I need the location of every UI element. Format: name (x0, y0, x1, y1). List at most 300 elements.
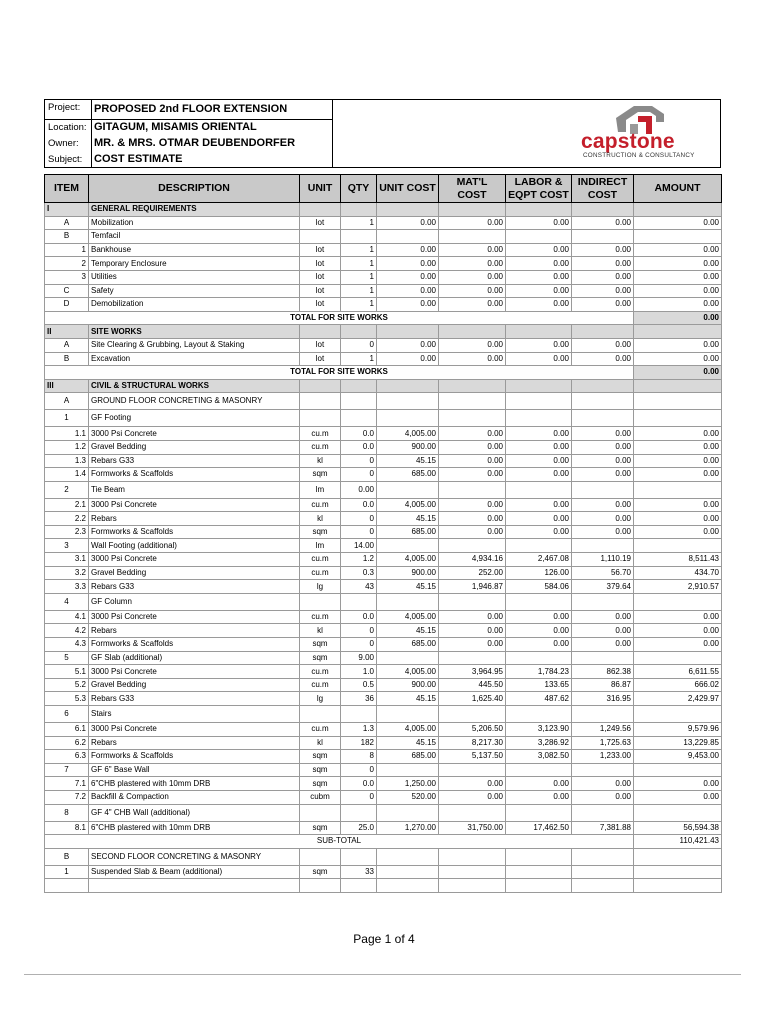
empty-cell (439, 379, 506, 393)
item-matl-cost: 5,206.50 (439, 723, 506, 737)
item-indirect-cost (572, 804, 634, 821)
item-qty: 0.0 (341, 610, 377, 624)
item-description: GF Column (89, 593, 300, 610)
table-row (45, 440, 722, 454)
item-unit-cost: 4,005.00 (377, 610, 439, 624)
item-amount: 0.00 (634, 298, 722, 312)
item-amount: 0.00 (634, 284, 722, 298)
item-labor-cost (506, 481, 572, 498)
section-title: CIVIL & STRUCTURAL WORKS (89, 379, 300, 393)
item-amount (634, 848, 722, 865)
item-indirect-cost: 0.00 (572, 525, 634, 539)
item-number: 6.2 (45, 736, 89, 750)
item-indirect-cost (572, 706, 634, 723)
logo-name: capstone (581, 130, 675, 153)
item-amount: 0.00 (634, 270, 722, 284)
item-unit: lot (300, 270, 341, 284)
item-unit-cost (377, 393, 439, 410)
item-indirect-cost: 862.38 (572, 665, 634, 679)
item-unit: lg (300, 580, 341, 594)
table-row (45, 298, 722, 312)
item-unit: cu.m (300, 610, 341, 624)
item-description: Safety (89, 284, 300, 298)
item-unit-cost: 685.00 (377, 638, 439, 652)
table-row (45, 593, 722, 610)
item-labor-cost: 3,286.92 (506, 736, 572, 750)
item-labor-cost: 0.00 (506, 468, 572, 482)
item-unit (300, 410, 341, 427)
item-amount: 0.00 (634, 790, 722, 804)
item-matl-cost (439, 651, 506, 665)
table-row (45, 481, 722, 498)
item-indirect-cost: 379.64 (572, 580, 634, 594)
item-amount: 13,229.85 (634, 736, 722, 750)
item-matl-cost: 0.00 (439, 352, 506, 366)
item-matl-cost: 0.00 (439, 512, 506, 526)
item-description: 3000 Psi Concrete (89, 665, 300, 679)
item-matl-cost: 0.00 (439, 525, 506, 539)
empty-cell (506, 203, 572, 217)
item-number: 6.1 (45, 723, 89, 737)
item-indirect-cost: 316.95 (572, 692, 634, 706)
item-unit: sqm (300, 468, 341, 482)
item-qty: 0 (341, 790, 377, 804)
item-qty (341, 393, 377, 410)
item-unit-cost: 4,005.00 (377, 427, 439, 441)
item-indirect-cost: 0.00 (572, 512, 634, 526)
item-unit-cost: 45.15 (377, 692, 439, 706)
item-description: Rebars G33 (89, 692, 300, 706)
item-labor-cost (506, 706, 572, 723)
item-matl-cost (439, 763, 506, 777)
item-qty: 0 (341, 624, 377, 638)
item-description: Bankhouse (89, 243, 300, 257)
empty-cell (634, 325, 722, 339)
item-number: 4.1 (45, 610, 89, 624)
item-unit-cost (377, 230, 439, 244)
item-qty: 0.0 (341, 427, 377, 441)
item-unit-cost: 45.15 (377, 454, 439, 468)
item-labor-cost: 0.00 (506, 216, 572, 230)
empty-cell (572, 325, 634, 339)
item-unit (300, 848, 341, 865)
item-matl-cost: 0.00 (439, 338, 506, 352)
item-description: Wall Footing (additional) (89, 539, 300, 553)
item-matl-cost (439, 848, 506, 865)
item-number: 1.2 (45, 440, 89, 454)
item-unit-cost: 0.00 (377, 257, 439, 271)
table-row (45, 651, 722, 665)
location-value: GITAGUM, MISAMIS ORIENTAL (91, 119, 257, 135)
item-unit-cost: 45.15 (377, 736, 439, 750)
item-number: 5.3 (45, 692, 89, 706)
item-unit: sqm (300, 763, 341, 777)
item-number: 3 (45, 270, 89, 284)
item-number: 7.2 (45, 790, 89, 804)
col-amount: AMOUNT (634, 175, 722, 203)
item-amount (634, 763, 722, 777)
empty-cell (506, 379, 572, 393)
item-description: GF 6" Base Wall (89, 763, 300, 777)
item-amount: 0.00 (634, 454, 722, 468)
item-description: 6"CHB plastered with 10mm DRB (89, 821, 300, 835)
item-amount: 56,594.38 (634, 821, 722, 835)
section-title: GENERAL REQUIREMENTS (89, 203, 300, 217)
item-labor-cost: 3,123.90 (506, 723, 572, 737)
item-amount (634, 865, 722, 879)
section-row (45, 379, 722, 393)
item-number: 2.1 (45, 498, 89, 512)
item-amount: 0.00 (634, 257, 722, 271)
item-matl-cost: 8,217.30 (439, 736, 506, 750)
item-unit (300, 230, 341, 244)
item-unit-cost (377, 481, 439, 498)
item-labor-cost: 0.00 (506, 454, 572, 468)
table-row (45, 821, 722, 835)
item-unit: cu.m (300, 665, 341, 679)
location-label: Location: (48, 122, 87, 133)
item-indirect-cost: 0.00 (572, 427, 634, 441)
item-number: 5 (45, 651, 89, 665)
item-amount: 0.00 (634, 352, 722, 366)
empty-cell (439, 879, 506, 893)
item-amount: 0.00 (634, 498, 722, 512)
item-labor-cost: 584.06 (506, 580, 572, 594)
item-unit (300, 593, 341, 610)
item-amount (634, 706, 722, 723)
project-info-box (44, 99, 333, 168)
item-unit-cost: 4,005.00 (377, 553, 439, 567)
table-row (45, 638, 722, 652)
item-number: 7 (45, 763, 89, 777)
item-indirect-cost: 0.00 (572, 216, 634, 230)
item-qty: 1 (341, 284, 377, 298)
item-amount: 0.00 (634, 468, 722, 482)
item-qty: 25.0 (341, 821, 377, 835)
item-matl-cost: 0.00 (439, 790, 506, 804)
section-title: SITE WORKS (89, 325, 300, 339)
item-indirect-cost: 56.70 (572, 566, 634, 580)
item-qty: 1 (341, 352, 377, 366)
item-matl-cost (439, 230, 506, 244)
item-description: Demobilization (89, 298, 300, 312)
empty-cell (377, 879, 439, 893)
item-unit-cost (377, 763, 439, 777)
item-matl-cost: 0.00 (439, 216, 506, 230)
item-description: Gravel Bedding (89, 678, 300, 692)
item-description: 3000 Psi Concrete (89, 553, 300, 567)
table-header-row (45, 175, 722, 203)
item-indirect-cost: 0.00 (572, 243, 634, 257)
item-description: Rebars (89, 736, 300, 750)
item-qty: 0 (341, 468, 377, 482)
item-labor-cost: 0.00 (506, 777, 572, 791)
item-unit: lot (300, 338, 341, 352)
item-matl-cost: 0.00 (439, 257, 506, 271)
item-number: B (45, 230, 89, 244)
item-qty (341, 230, 377, 244)
section-row (45, 203, 722, 217)
item-qty: 0 (341, 763, 377, 777)
item-qty (341, 848, 377, 865)
item-description: GF 4" CHB Wall (additional) (89, 804, 300, 821)
table-row (45, 610, 722, 624)
item-indirect-cost (572, 481, 634, 498)
item-qty: 1 (341, 243, 377, 257)
item-matl-cost (439, 706, 506, 723)
item-description: Gravel Bedding (89, 440, 300, 454)
item-number: 2.3 (45, 525, 89, 539)
item-indirect-cost: 86.87 (572, 678, 634, 692)
project-row (45, 100, 332, 120)
item-unit: lm (300, 539, 341, 553)
table-row (45, 512, 722, 526)
item-unit-cost: 685.00 (377, 750, 439, 764)
item-number: 3.1 (45, 553, 89, 567)
table-row (45, 270, 722, 284)
item-amount: 2,429.97 (634, 692, 722, 706)
item-unit-cost: 685.00 (377, 525, 439, 539)
item-unit-cost (377, 651, 439, 665)
item-labor-cost: 0.00 (506, 243, 572, 257)
item-indirect-cost: 0.00 (572, 468, 634, 482)
item-unit: kl (300, 624, 341, 638)
item-amount: 0.00 (634, 243, 722, 257)
empty-cell (341, 203, 377, 217)
col-labor-eqpt-cost: LABOR & EQPT COST (506, 175, 572, 203)
item-qty: 0 (341, 338, 377, 352)
item-qty: 8 (341, 750, 377, 764)
item-description: 3000 Psi Concrete (89, 498, 300, 512)
empty-cell (300, 379, 341, 393)
item-qty: 1 (341, 298, 377, 312)
item-indirect-cost: 0.00 (572, 352, 634, 366)
item-amount: 666.02 (634, 678, 722, 692)
item-indirect-cost (572, 593, 634, 610)
item-unit-cost: 900.00 (377, 440, 439, 454)
item-matl-cost: 0.00 (439, 440, 506, 454)
table-row (45, 566, 722, 580)
item-indirect-cost (572, 410, 634, 427)
item-number: A (45, 393, 89, 410)
total-row (45, 366, 722, 380)
item-matl-cost: 0.00 (439, 610, 506, 624)
subject-value: COST ESTIMATE (91, 151, 182, 168)
item-matl-cost (439, 410, 506, 427)
location-row (45, 119, 332, 135)
item-qty: 182 (341, 736, 377, 750)
item-amount (634, 651, 722, 665)
empty-cell (300, 203, 341, 217)
item-number: 6 (45, 706, 89, 723)
item-description: SECOND FLOOR CONCRETING & MASONRY (89, 848, 300, 865)
item-matl-cost: 0.00 (439, 298, 506, 312)
item-description: GF Slab (additional) (89, 651, 300, 665)
item-unit-cost: 900.00 (377, 678, 439, 692)
item-matl-cost: 0.00 (439, 468, 506, 482)
total-label: TOTAL FOR SITE WORKS (45, 311, 634, 325)
item-qty (341, 410, 377, 427)
item-labor-cost (506, 865, 572, 879)
item-unit: sqm (300, 638, 341, 652)
item-qty: 33 (341, 865, 377, 879)
item-labor-cost: 0.00 (506, 440, 572, 454)
table-row (45, 284, 722, 298)
item-number: 2 (45, 481, 89, 498)
table-row (45, 804, 722, 821)
empty-cell (300, 879, 341, 893)
item-number: 2.2 (45, 512, 89, 526)
item-qty (341, 804, 377, 821)
subtotal-amount: 110,421.43 (634, 835, 722, 849)
owner-value: MR. & MRS. OTMAR DEUBENDORFER (91, 135, 295, 151)
item-amount: 2,910.57 (634, 580, 722, 594)
item-unit-cost: 520.00 (377, 790, 439, 804)
table-row (45, 352, 722, 366)
item-qty: 0.3 (341, 566, 377, 580)
section-number: III (45, 379, 89, 393)
item-labor-cost: 0.00 (506, 284, 572, 298)
item-labor-cost (506, 593, 572, 610)
project-value: PROPOSED 2nd FLOOR EXTENSION (91, 100, 287, 119)
item-labor-cost: 0.00 (506, 427, 572, 441)
col-unit: UNIT (300, 175, 341, 203)
item-labor-cost: 3,082.50 (506, 750, 572, 764)
item-indirect-cost: 0.00 (572, 298, 634, 312)
table-row (45, 427, 722, 441)
item-matl-cost: 0.00 (439, 270, 506, 284)
item-matl-cost: 31,750.00 (439, 821, 506, 835)
item-labor-cost: 0.00 (506, 525, 572, 539)
item-unit-cost: 45.15 (377, 580, 439, 594)
item-labor-cost: 2,467.08 (506, 553, 572, 567)
item-number: 1.1 (45, 427, 89, 441)
item-amount: 0.00 (634, 638, 722, 652)
item-labor-cost: 0.00 (506, 638, 572, 652)
item-matl-cost: 0.00 (439, 284, 506, 298)
item-unit-cost (377, 865, 439, 879)
item-unit (300, 706, 341, 723)
owner-row (45, 135, 332, 151)
item-unit: sqm (300, 750, 341, 764)
item-unit: cu.m (300, 440, 341, 454)
item-number: B (45, 848, 89, 865)
item-matl-cost (439, 865, 506, 879)
item-unit-cost: 900.00 (377, 566, 439, 580)
item-matl-cost (439, 481, 506, 498)
table-row (45, 539, 722, 553)
item-unit-cost: 4,005.00 (377, 723, 439, 737)
item-matl-cost (439, 393, 506, 410)
item-unit-cost (377, 804, 439, 821)
col-matl-cost: MAT'L COST (439, 175, 506, 203)
item-number: C (45, 284, 89, 298)
item-qty: 0.00 (341, 481, 377, 498)
item-matl-cost: 0.00 (439, 777, 506, 791)
item-indirect-cost: 0.00 (572, 638, 634, 652)
total-row (45, 311, 722, 325)
item-description: Excavation (89, 352, 300, 366)
item-indirect-cost (572, 539, 634, 553)
item-qty: 0.0 (341, 440, 377, 454)
item-amount: 0.00 (634, 512, 722, 526)
section-number: I (45, 203, 89, 217)
item-number: 8 (45, 804, 89, 821)
item-matl-cost (439, 593, 506, 610)
item-number: 1 (45, 243, 89, 257)
item-qty: 0 (341, 638, 377, 652)
item-description: Rebars G33 (89, 454, 300, 468)
item-labor-cost: 0.00 (506, 298, 572, 312)
item-amount: 0.00 (634, 216, 722, 230)
item-unit-cost: 0.00 (377, 270, 439, 284)
item-amount: 0.00 (634, 525, 722, 539)
item-description: Formworks & Scaffolds (89, 525, 300, 539)
item-labor-cost: 0.00 (506, 624, 572, 638)
item-unit: cu.m (300, 723, 341, 737)
item-unit: sqm (300, 865, 341, 879)
item-indirect-cost (572, 763, 634, 777)
table-row (45, 790, 722, 804)
table-row (45, 736, 722, 750)
col-unit-cost: UNIT COST (377, 175, 439, 203)
item-description: 3000 Psi Concrete (89, 723, 300, 737)
item-labor-cost: 0.00 (506, 352, 572, 366)
item-amount (634, 539, 722, 553)
item-unit-cost: 0.00 (377, 284, 439, 298)
item-description: Formworks & Scaffolds (89, 750, 300, 764)
item-unit-cost: 1,250.00 (377, 777, 439, 791)
empty-cell (89, 879, 300, 893)
owner-label: Owner: (48, 138, 79, 149)
item-unit-cost: 0.00 (377, 216, 439, 230)
empty-cell (572, 379, 634, 393)
empty-cell (377, 379, 439, 393)
section-number: II (45, 325, 89, 339)
item-matl-cost: 1,625.40 (439, 692, 506, 706)
table-row (45, 848, 722, 865)
item-unit-cost (377, 848, 439, 865)
item-description: Site Clearing & Grubbing, Layout & Staking (89, 338, 300, 352)
item-number: 8.1 (45, 821, 89, 835)
table-row (45, 230, 722, 244)
item-unit: sqm (300, 821, 341, 835)
item-labor-cost (506, 763, 572, 777)
item-indirect-cost: 0.00 (572, 257, 634, 271)
item-indirect-cost: 7,381.88 (572, 821, 634, 835)
item-amount: 9,453.00 (634, 750, 722, 764)
item-matl-cost: 0.00 (439, 454, 506, 468)
item-indirect-cost: 1,725.63 (572, 736, 634, 750)
item-qty: 0 (341, 512, 377, 526)
item-description: 6"CHB plastered with 10mm DRB (89, 777, 300, 791)
empty-cell (572, 203, 634, 217)
item-qty: 1 (341, 216, 377, 230)
item-unit: lot (300, 284, 341, 298)
item-qty: 14.00 (341, 539, 377, 553)
item-labor-cost (506, 410, 572, 427)
item-labor-cost: 0.00 (506, 790, 572, 804)
table-row (45, 777, 722, 791)
item-description: Formworks & Scaffolds (89, 638, 300, 652)
item-labor-cost: 0.00 (506, 512, 572, 526)
item-unit-cost: 0.00 (377, 243, 439, 257)
item-matl-cost: 0.00 (439, 243, 506, 257)
item-matl-cost: 445.50 (439, 678, 506, 692)
item-number: 3.2 (45, 566, 89, 580)
total-label: TOTAL FOR SITE WORKS (45, 366, 634, 380)
item-unit: lot (300, 216, 341, 230)
